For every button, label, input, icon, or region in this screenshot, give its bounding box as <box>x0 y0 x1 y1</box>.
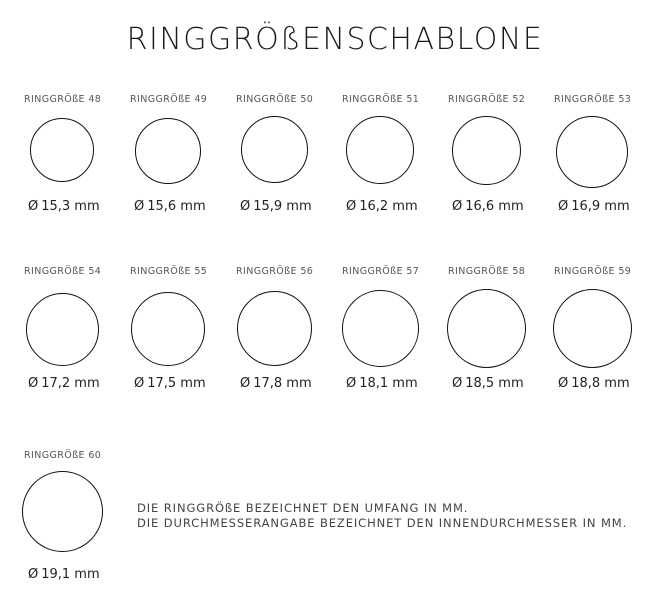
diameter-icon: Ø <box>346 376 357 391</box>
ring-diameter-value: 17,8 mm <box>253 376 312 391</box>
ring-size-item <box>448 94 548 224</box>
ring-size-item <box>24 94 124 224</box>
ring-circle <box>26 293 99 366</box>
page-title: RINGGRÖßENSCHABLONE <box>126 22 544 57</box>
ring-size-item <box>236 266 336 396</box>
ring-circle <box>346 116 414 184</box>
diameter-icon: Ø <box>28 376 39 391</box>
ring-diameter-value: 17,2 mm <box>41 376 100 391</box>
ring-circle <box>135 118 201 184</box>
ring-circle <box>342 290 419 367</box>
ring-size-item <box>236 94 336 224</box>
ring-size-item <box>448 266 548 396</box>
ring-diameter <box>240 199 312 214</box>
ring-diameter <box>452 376 524 391</box>
diameter-icon: Ø <box>28 199 39 214</box>
ring-diameter <box>346 199 418 214</box>
ring-diameter <box>346 376 418 391</box>
ring-diameter <box>134 376 206 391</box>
ring-size-item <box>342 94 442 224</box>
ring-circle <box>131 292 205 366</box>
ring-size-label: RINGGRÖßE 58 <box>448 266 526 277</box>
ring-size-label: RINGGRÖßE 53 <box>554 94 632 105</box>
diameter-icon: Ø <box>558 376 569 391</box>
ring-size-label: RINGGRÖßE 48 <box>24 94 102 105</box>
note-line-circumference: DIE RINGGRÖßE BEZEICHNET DEN UMFANG IN MM. <box>137 501 469 515</box>
ring-circle <box>241 116 308 183</box>
ring-size-item <box>554 94 654 224</box>
ring-size-item <box>342 266 442 396</box>
ring-diameter-value: 15,9 mm <box>253 199 312 214</box>
ring-size-item <box>130 266 230 396</box>
diameter-icon: Ø <box>240 199 251 214</box>
ring-circle <box>553 289 632 368</box>
note-line-diameter: DIE DURCHMESSERANGABE BEZEICHNET DEN INNENDURCHMESSER IN MM. <box>137 516 628 530</box>
explanation-note <box>137 501 627 531</box>
ring-size-label: RINGGRÖßE 49 <box>130 94 208 105</box>
ring-diameter <box>28 376 100 391</box>
ring-size-item <box>130 94 230 224</box>
ring-size-item <box>554 266 654 396</box>
ring-diameter <box>240 376 312 391</box>
ring-diameter-value: 16,9 mm <box>571 199 630 214</box>
ring-circle <box>556 116 628 188</box>
ring-circle <box>237 291 312 366</box>
ring-size-label: RINGGRÖßE 59 <box>554 266 632 277</box>
ring-diameter <box>134 199 206 214</box>
ring-circle <box>447 289 526 368</box>
diameter-icon: Ø <box>452 376 463 391</box>
ring-size-label: RINGGRÖßE 60 <box>24 450 102 461</box>
diameter-icon: Ø <box>558 199 569 214</box>
diameter-icon: Ø <box>28 567 39 582</box>
ring-diameter-value: 17,5 mm <box>147 376 206 391</box>
ring-diameter-value: 15,3 mm <box>41 199 100 214</box>
ring-diameter-value: 18,5 mm <box>465 376 524 391</box>
ring-diameter <box>452 199 524 214</box>
ring-circle <box>30 118 94 182</box>
ring-diameter-value: 18,8 mm <box>571 376 630 391</box>
diameter-icon: Ø <box>134 199 145 214</box>
ring-diameter-value: 19,1 mm <box>41 567 100 582</box>
ring-size-label: RINGGRÖßE 56 <box>236 266 314 277</box>
ring-size-label: RINGGRÖßE 51 <box>342 94 420 105</box>
ring-size-label: RINGGRÖßE 52 <box>448 94 526 105</box>
diameter-icon: Ø <box>240 376 251 391</box>
diameter-icon: Ø <box>134 376 145 391</box>
ring-diameter-value: 16,6 mm <box>465 199 524 214</box>
ring-diameter <box>28 199 100 214</box>
ring-diameter <box>558 199 630 214</box>
diameter-icon: Ø <box>346 199 357 214</box>
ring-diameter-value: 15,6 mm <box>147 199 206 214</box>
ring-size-item <box>24 450 124 580</box>
ring-diameter <box>558 376 630 391</box>
ring-diameter-value: 18,1 mm <box>359 376 418 391</box>
diameter-icon: Ø <box>452 199 463 214</box>
ring-size-item <box>24 266 124 396</box>
ring-circle <box>22 471 103 552</box>
ring-diameter-value: 16,2 mm <box>359 199 418 214</box>
ring-size-label: RINGGRÖßE 55 <box>130 266 208 277</box>
ring-diameter <box>28 567 100 582</box>
ring-size-label: RINGGRÖßE 54 <box>24 266 102 277</box>
ring-size-label: RINGGRÖßE 57 <box>342 266 420 277</box>
ring-size-label: RINGGRÖßE 50 <box>236 94 314 105</box>
ring-circle <box>452 116 521 185</box>
